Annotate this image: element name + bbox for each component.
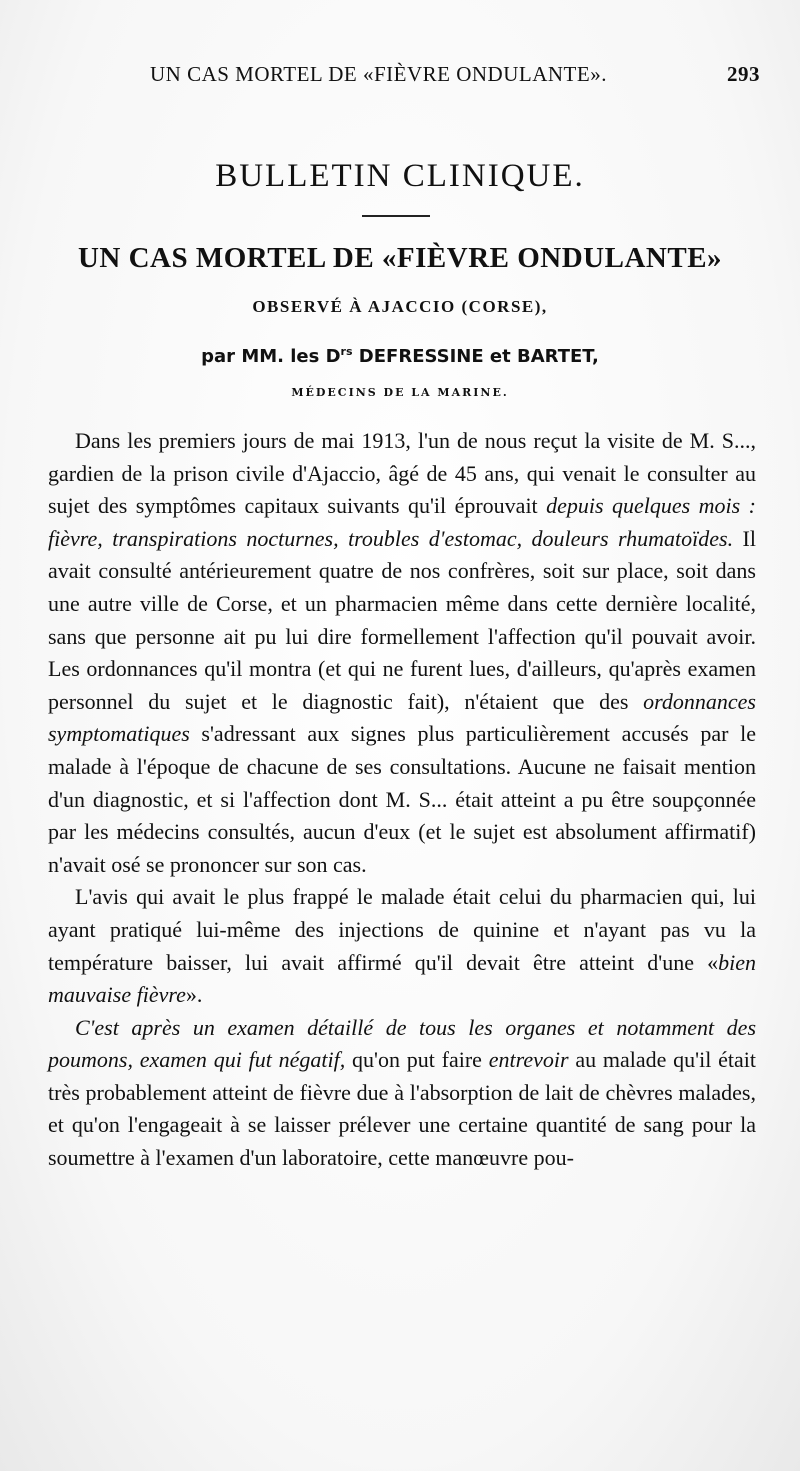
section-title: BULLETIN CLINIQUE. <box>215 158 585 194</box>
byline-superscript: rs <box>340 345 353 358</box>
article-subtitle: OBSERVÉ À AJACCIO (CORSE), <box>252 297 548 316</box>
title-divider <box>362 215 430 217</box>
paragraph-2-italic: bien mauvaise fièvre <box>48 949 756 1008</box>
paragraph-1-italic-ordonnances: ordonnances symptomatiques <box>48 688 756 747</box>
article-body <box>48 425 756 1175</box>
byline-names: DEFRESSINE et BARTET, <box>352 346 599 367</box>
running-head <box>150 62 760 92</box>
paragraph-1-text-c: s'adressant aux signes plus particulièrement accusés par le malade à l'époque de chacune de ses consultations. Aucune ne faisait mention d'un diagnostic, et si l'affection dont M. S... était atteint a pu être soupçonnée par les médecins consultés, aucun d'eux (et le sujet est absolument affirmatif) n'avait osé se prononcer sur son cas. <box>48 721 756 877</box>
paragraph-2-text-a: L'avis qui avait le plus frappé le malade était celui du pharmacien qui, lui ayant pratiqué lui-même des injections de quinine et n'ayant pas vu la température baisser, lui avait affirmé qu'il devait être atteint d'une « <box>48 884 756 975</box>
paragraph-3-text-b: au malade qu'il était très probablement atteint de fièvre due à l'absorption de lait de chèvres malades, et qu'on l'engageait à se laisser prélever une certaine quantité de sang pour la soumettre à l'examen d'un laboratoire, cette manœuvre pou- <box>48 1047 756 1171</box>
running-head-title: UN CAS MORTEL DE «FIÈVRE ONDULANTE». <box>150 62 607 86</box>
paragraph-3-text-a: qu'on put faire <box>345 1047 489 1073</box>
paragraph-1-italic-symptoms: depuis quelques mois : fièvre, transpirations nocturnes, troubles d'estomac, douleurs rhumatoïdes. <box>48 493 756 551</box>
article-title: UN CAS MORTEL DE «FIÈVRE ONDULANTE» <box>77 242 723 274</box>
paragraph-2 <box>48 881 756 1011</box>
byline-prefix: par MM. les D <box>201 346 341 367</box>
paragraph-3-italic-opening: C'est après un examen détaillé de tous les organes et notamment des poumons, examen qui fut négatif, <box>48 1014 756 1073</box>
paragraph-3-italic-entrevoir: entrevoir <box>488 1047 569 1073</box>
paragraph-1-text-b: Il avait consulté antérieurement quatre de nos confrères, soit sur place, soit dans une autre ville de Corse, et un pharmacien même dans cette dernière localité, sans que personne ait pu lui dire formellement l'affection qu'il pouvait avoir. Les ordonnances qu'il montra (et qui ne furent lues, d'ailleurs, qu'après examen personnel du sujet et le diagnostic fait), n'étaient que des <box>48 525 756 714</box>
paragraph-1-text-a: Dans les premiers jours de mai 1913, l'un de nous reçut la visite de M. S..., gardien de la prison civile d'Ajaccio, âgé de 45 ans, qui venait le consulter au sujet des symptômes capitaux suivants qu'il éprouvait <box>48 428 756 519</box>
page-number: 293 <box>727 62 760 86</box>
paragraph-2-text-b: ». <box>185 982 203 1008</box>
paragraph-1 <box>48 425 756 881</box>
byline <box>0 345 800 367</box>
author-affiliation: MÉDECINS DE LA MARINE. <box>291 386 509 399</box>
paragraph-3 <box>48 1012 756 1175</box>
